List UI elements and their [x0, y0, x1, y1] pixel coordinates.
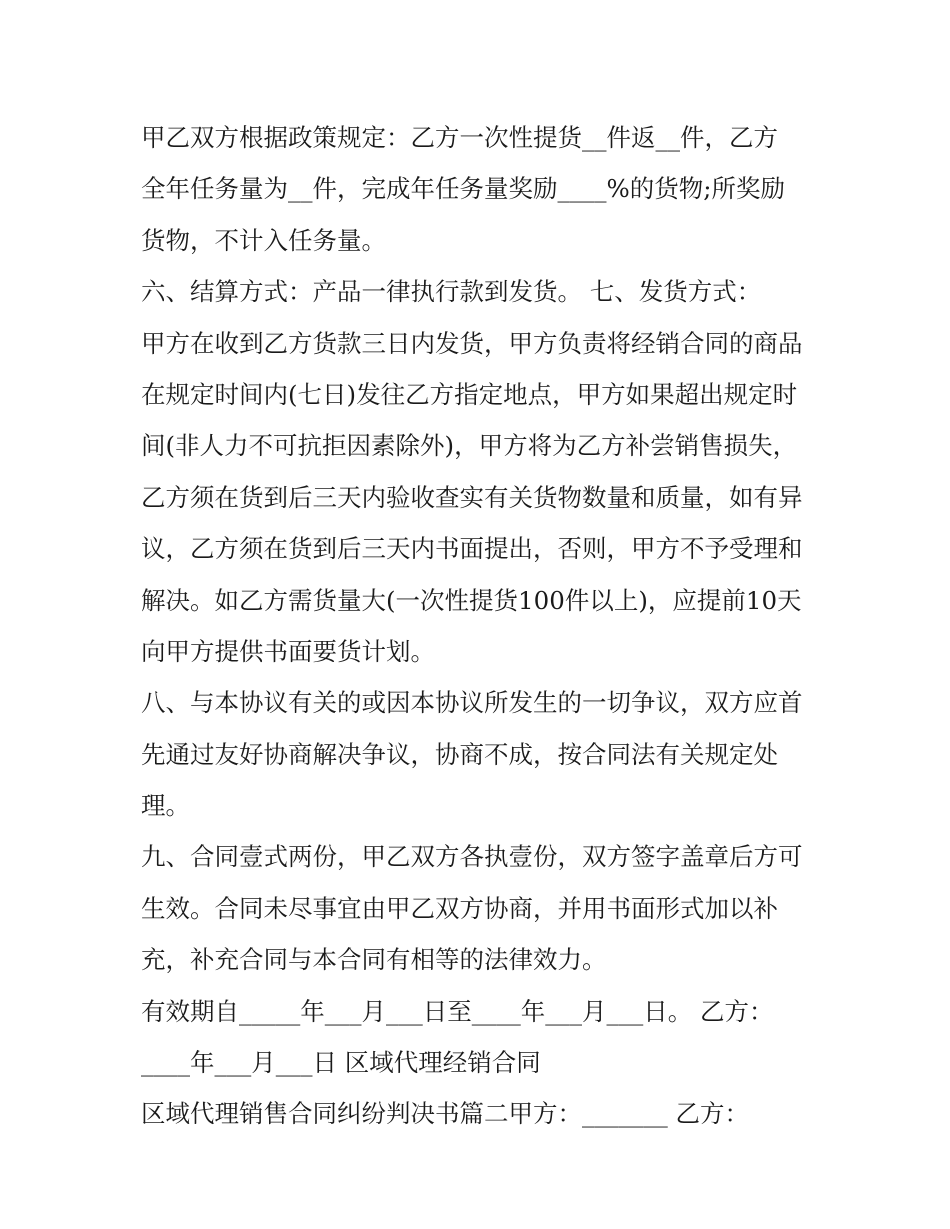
text-line: 议，乙方须在货到后三天内书面提出，否则，甲方不予受理和 — [141, 534, 803, 564]
text-line: 六、结算方式：产品一律执行款到发货。 七、发货方式： — [141, 277, 762, 307]
text-line: 理。 — [141, 791, 190, 821]
text-line: 先通过友好协商解决争议，协商不成，按合同法有关规定处 — [141, 739, 778, 769]
text-line: 间(非人力不可抗拒因素除外)，甲方将为乙方补尝销售损失， — [141, 431, 798, 461]
document-body — [141, 112, 821, 1140]
text-line: 八、与本协议有关的或因本协议所发生的一切争议，双方应首 — [141, 688, 803, 718]
text-line: 货物，不计入任务量。 — [141, 225, 386, 255]
text-line: 甲方在收到乙方货款三日内发货，甲方负责将经销合同的商品 — [141, 328, 803, 358]
text-line: 充，补充合同与本合同有相等的法律效力。 — [141, 945, 607, 975]
text-line: 九、合同壹式两份，甲乙双方各执壹份，双方签字盖章后方可 — [141, 842, 803, 872]
text-line: 乙方须在货到后三天内验收查实有关货物数量和质量，如有异 — [141, 482, 803, 512]
text-line: 有效期自_____年___月___日至____年___月___日。 乙方： — [141, 996, 774, 1026]
text-line: ____年___月___日 区域代理经销合同 — [141, 1048, 541, 1078]
text-line: 甲乙双方根据政策规定：乙方一次性提货__件返__件，乙方 — [141, 123, 778, 152]
text-line: 区域代理销售合同纠纷判决书篇二甲方：_______ 乙方： — [141, 1099, 750, 1129]
text-line: 解决。如乙方需货量大(一次性提货100件以上)，应提前10天 — [141, 585, 802, 615]
text-line: 生效。合同未尽事宜由甲乙双方协商，并用书面形式加以补 — [141, 893, 778, 923]
text-line: 向甲方提供书面要货计划。 — [141, 636, 435, 666]
text-line: 在规定时间内(七日)发往乙方指定地点，甲方如果超出规定时 — [141, 379, 798, 409]
text-line: 全年任务量为__件，完成年任务量奖励____%的货物;所奖励 — [141, 174, 786, 204]
